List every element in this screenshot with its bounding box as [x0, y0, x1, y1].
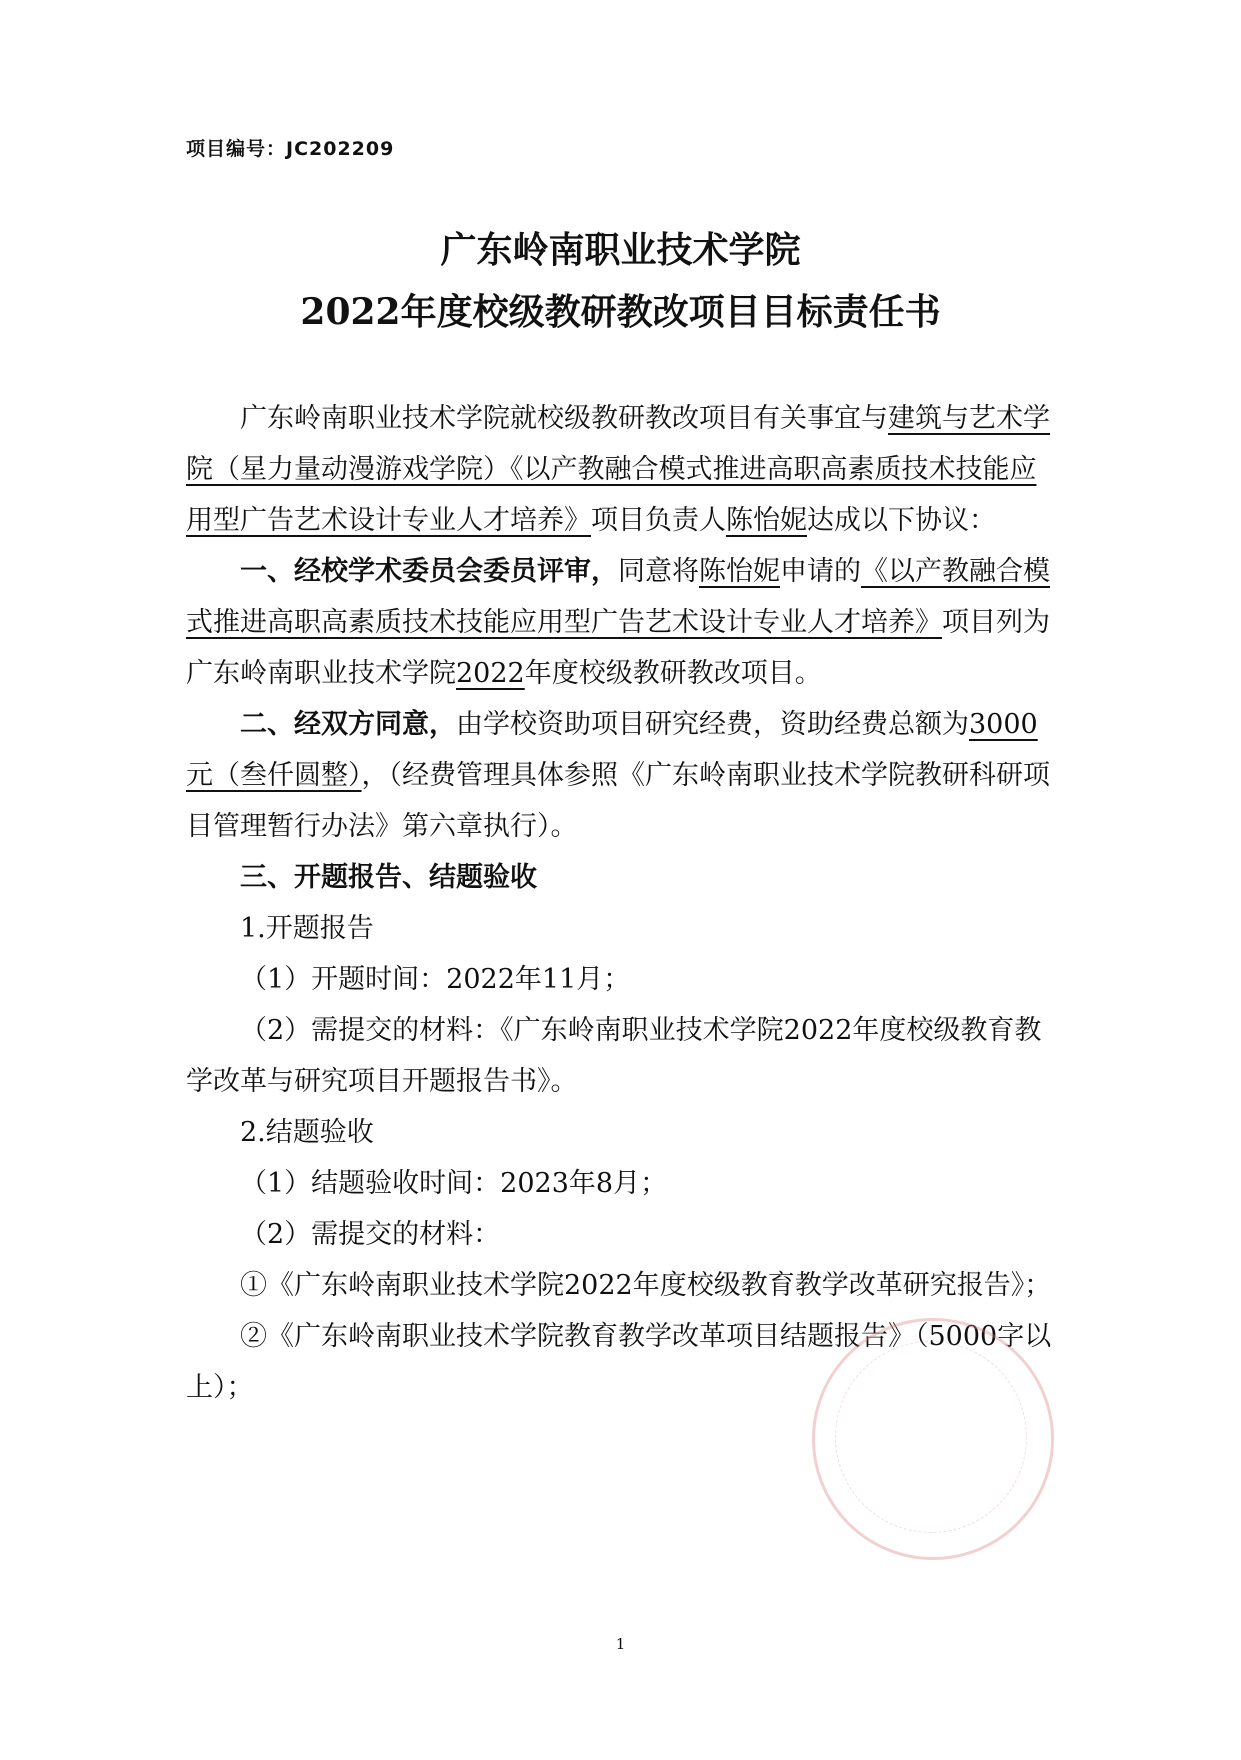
item1-text-b: 申请的 — [780, 556, 861, 587]
item1-text-c: 项目列为广东岭南职业技术学院 — [186, 607, 1050, 689]
intro-text-c: 达成以下协议： — [807, 505, 996, 536]
item2-text-b: ，（经费管理具体参照《广东岭南职业技术学院教研科研项目管理暂行办法》第六章执行）。 — [186, 760, 1050, 842]
page-number: 1 — [615, 1635, 626, 1653]
item1-paragraph — [186, 546, 1056, 699]
intro-project-leader: 陈怡妮 — [726, 505, 807, 536]
item1-project-title: 《以产教融合模式推进高职高素质技术技能应用型广告艺术设计专业人才培养》 — [186, 556, 1050, 638]
faded-seal-inner-ring — [835, 1341, 1027, 1533]
item3-heading: 三、开题报告、结题验收 — [240, 862, 537, 893]
item1-text-d: 年度校级教研教改项目。 — [524, 658, 822, 689]
item3-sub2-2: （2）需提交的材料： — [240, 1219, 501, 1250]
item2-heading: 二、经双方同意， — [240, 709, 456, 740]
item3-sub1-2: （2）需提交的材料：《广东岭南职业技术学院2022年度校级教育教学改革与研究项目开题报告书》。 — [186, 1015, 1042, 1097]
item1-applicant: 陈怡妮 — [699, 556, 780, 587]
item3-sub1: 1.开题报告 — [240, 913, 374, 944]
item2-amount: 3000元（叁仟圆整） — [186, 709, 1038, 791]
item3-sub2: 2.结题验收 — [240, 1117, 374, 1148]
item1-year: 2022 — [456, 658, 525, 689]
document-title-line1: 广东岭南职业技术学院 — [440, 229, 801, 271]
document-body — [186, 393, 1056, 1413]
intro-text-b: 项目负责人 — [591, 505, 726, 536]
item3-sub2-1: （1）结题验收时间：2023年8月； — [240, 1168, 668, 1199]
faded-seal-stamp — [812, 1318, 1054, 1560]
project-number: 项目编号：JC202209 — [186, 138, 395, 160]
item1-text-a: 同意将 — [618, 556, 699, 587]
intro-department-project: 建筑与艺术学院（星力量动漫游戏学院）《以产教融合模式推进高职高素质技术技能应用型广告艺术设计专业人才培养》 — [186, 403, 1050, 536]
item2-paragraph — [186, 699, 1056, 852]
intro-text-a: 广东岭南职业技术学院就校级教研教改项目有关事宜与 — [240, 403, 888, 434]
item2-text-a: 由学校资助项目研究经费，资助经费总额为 — [456, 709, 969, 740]
item1-heading: 一、经校学术委员会委员评审， — [240, 556, 618, 587]
item3-material-1: ①《广东岭南职业技术学院2022年度校级教育教学改革研究报告》； — [240, 1270, 1052, 1301]
intro-paragraph — [186, 393, 1056, 546]
item3-material-2: ②《广东岭南职业技术学院教育教学改革项目结题报告》（5000字以上）； — [186, 1321, 1052, 1403]
item3-sub1-1: （1）开题时间：2022年11月； — [240, 964, 631, 995]
document-title-line2: 2022年度校级教研教改项目目标责任书 — [300, 291, 941, 333]
